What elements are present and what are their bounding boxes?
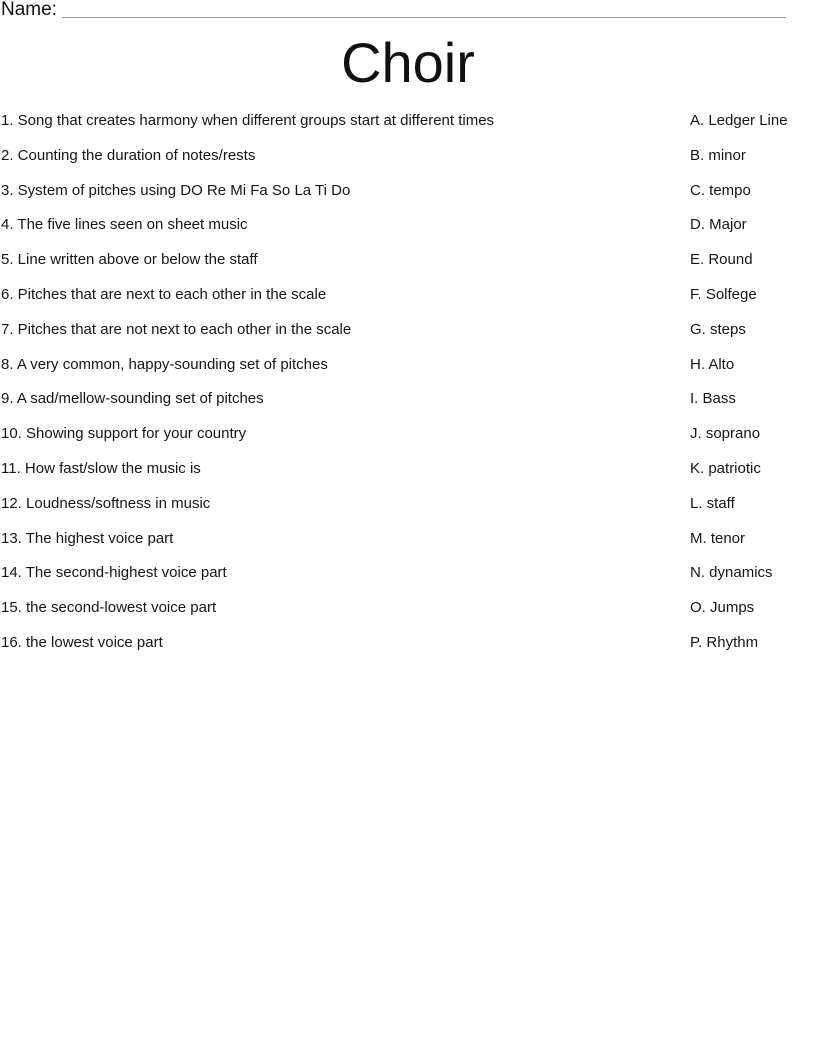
question-item: 16. the lowest voice part xyxy=(1,633,163,651)
name-label: Name: xyxy=(1,0,57,20)
question-item: 6. Pitches that are next to each other in the scale xyxy=(1,285,327,303)
answer-item: J. soprano xyxy=(690,425,761,443)
question-item: 11. How fast/slow the music is xyxy=(1,459,201,477)
answer-item: O. Jumps xyxy=(690,599,755,617)
answer-item: N. dynamics xyxy=(690,564,773,582)
answer-item: L. staff xyxy=(690,494,735,512)
page-title: Choir xyxy=(341,31,475,94)
question-item: 14. The second-highest voice part xyxy=(1,564,227,582)
question-item: 4. The five lines seen on sheet music xyxy=(1,216,248,234)
answer-item: G. steps xyxy=(690,320,746,338)
question-item: 9. A sad/mellow-sounding set of pitches xyxy=(1,390,264,408)
answer-item: E. Round xyxy=(690,251,753,269)
question-item: 12. Loudness/softness in music xyxy=(1,494,211,512)
question-list xyxy=(1,111,661,668)
answer-item: D. Major xyxy=(690,216,747,234)
answer-bank xyxy=(690,111,816,668)
question-item: 10. Showing support for your country xyxy=(1,425,247,443)
answer-item: I. Bass xyxy=(690,390,736,408)
answer-item: P. Rhythm xyxy=(690,633,759,651)
answer-item: C. tempo xyxy=(690,181,751,199)
answer-item: K. patriotic xyxy=(690,459,761,477)
answer-item: H. Alto xyxy=(690,355,735,373)
question-item: 15. the second-lowest voice part xyxy=(1,599,217,617)
question-item: 2. Counting the duration of notes/rests xyxy=(1,146,256,164)
answer-item: B. minor xyxy=(690,146,746,164)
question-item: 7. Pitches that are not next to each other in the scale xyxy=(1,320,352,338)
question-item: 1. Song that creates harmony when different groups start at different times xyxy=(1,112,495,129)
question-item: 3. System of pitches using DO Re Mi Fa So La Ti Do xyxy=(1,181,351,199)
question-item: 5. Line written above or below the staff xyxy=(1,251,258,269)
question-item: 13. The highest voice part xyxy=(1,529,174,547)
answer-item: A. Ledger Line xyxy=(690,112,788,129)
question-item: 8. A very common, happy-sounding set of pitches xyxy=(1,355,328,373)
name-field-row xyxy=(0,0,816,22)
name-input-line[interactable] xyxy=(62,17,786,18)
answer-item: M. tenor xyxy=(690,529,746,547)
answer-item: F. Solfege xyxy=(690,285,757,303)
